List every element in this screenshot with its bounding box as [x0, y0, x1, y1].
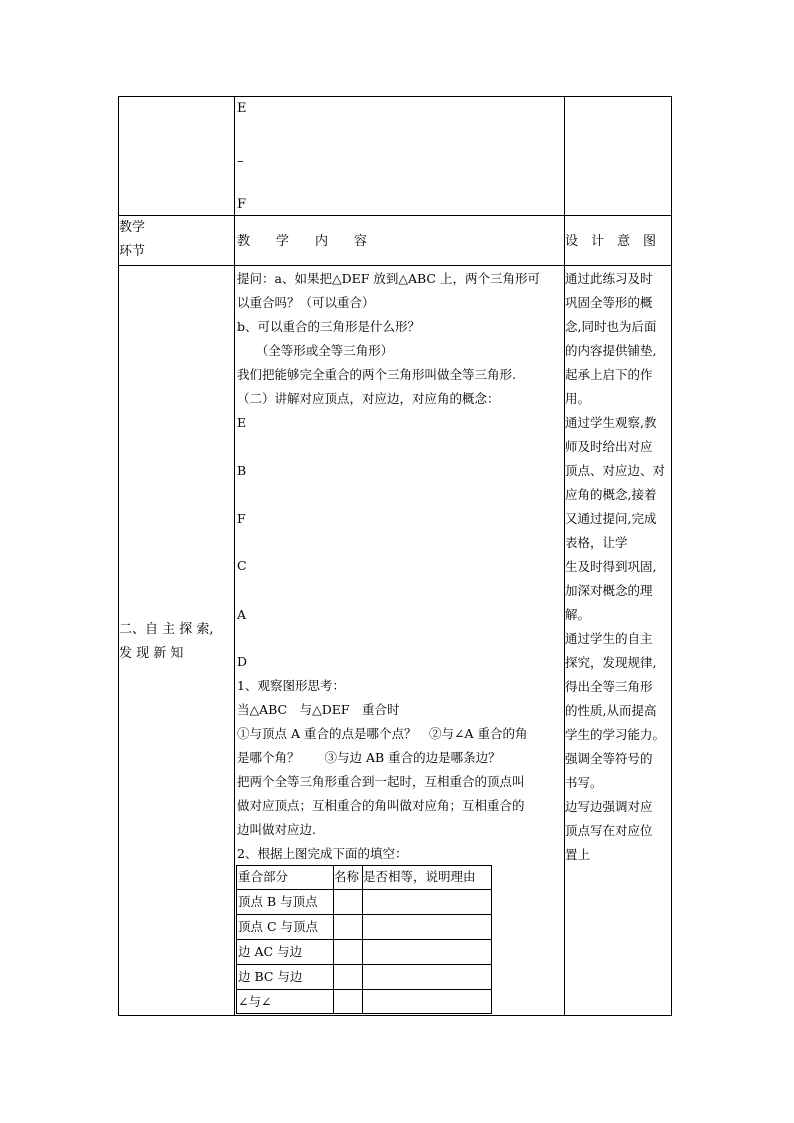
figure-label-b: B	[237, 463, 247, 478]
intent-line: 表格，让学	[565, 535, 628, 550]
intent-line: 师及时给出对应	[565, 439, 653, 454]
fill-table-header-reason: 是否相等，说明理由	[363, 869, 476, 884]
intent-line: 起承上启下的作	[565, 367, 653, 382]
content-line: 把两个全等三角形重合到一起时，互相重合的顶点叫	[237, 774, 525, 789]
fill-table-row-label: 边 AC 与边	[238, 944, 303, 959]
intent-line: 边写边强调对应	[565, 799, 653, 814]
fill-table-header-name: 名称	[334, 869, 360, 884]
fill-table-vline	[491, 865, 492, 1014]
row-divider-2	[118, 265, 672, 266]
content-line: 2、根据上图完成下面的填空：	[237, 846, 408, 861]
content-line: 边叫做对应边.	[237, 822, 316, 837]
intent-line: 通过此练习及时	[565, 271, 653, 286]
top-letter-f: F	[237, 197, 247, 212]
fill-table-header-part: 重合部分	[238, 869, 289, 884]
intent-line: 解。	[565, 607, 591, 622]
intent-line: 学生的学习能力。	[565, 727, 666, 742]
content-line: 以重合吗？（可以重合）	[237, 295, 375, 310]
content-line: 提问：a、如果把△DEF 放到△ABC 上，两个三角形可	[237, 271, 540, 286]
header-intent-title: 设 计 意 图	[565, 234, 657, 249]
intent-line: 加深对概念的理	[565, 583, 653, 598]
intent-line: 的性质,从而提高	[565, 703, 657, 718]
content-line: ①与顶点 A 重合的点是哪个点？ ②与∠A 重合的角	[237, 726, 528, 741]
intent-line: 顶点写在对应位	[565, 823, 653, 838]
top-letter-dash: –	[237, 154, 244, 169]
fill-table-row-label: 边 BC 与边	[238, 969, 303, 984]
fill-table-vline	[236, 865, 237, 1014]
header-content-title: 教 学 内 容	[237, 234, 368, 249]
intent-line: 探究，发现规律,	[565, 655, 657, 670]
column-divider-1	[234, 96, 235, 1016]
stage-label-line1: 二、自 主 探 索,	[119, 622, 214, 637]
intent-line: 顶点、对应边、对	[565, 463, 666, 478]
intent-line: 巩固全等形的概	[565, 295, 653, 310]
row-divider-1	[118, 215, 672, 216]
outer-right-border	[671, 96, 672, 1016]
intent-line: 又通过提问,完成	[565, 511, 657, 526]
content-line: （全等形或全等三角形）	[237, 343, 394, 358]
header-stage-line2: 环节	[119, 244, 146, 259]
fill-table-row-label: ∠与∠	[238, 994, 272, 1009]
content-line: 是哪个角？ ③与边 AB 重合的边是哪条边？	[237, 750, 501, 765]
intent-line: 生及时得到巩固,	[565, 559, 657, 574]
fill-table-row-label: 顶点 B 与顶点	[238, 894, 318, 909]
content-line: 我们把能够完全重合的两个三角形叫做全等三角形.	[237, 367, 516, 382]
content-line: 1、观察图形思考：	[237, 678, 345, 693]
content-line: b、可以重合的三角形是什么形？	[237, 319, 421, 334]
figure-label-c: C	[237, 558, 247, 573]
content-line: 当△ABC 与△DEF 重合时	[237, 702, 400, 717]
intent-line: 通过学生观察,教	[565, 415, 657, 430]
outer-bottom-border	[118, 1015, 672, 1016]
intent-line: 用。	[565, 391, 591, 406]
intent-line: 应角的概念,接着	[565, 487, 657, 502]
intent-line: 得出全等三角形	[565, 679, 653, 694]
outer-top-border	[118, 96, 672, 97]
figure-label-f: F	[237, 511, 246, 526]
intent-line: 通过学生的自主	[565, 631, 653, 646]
stage-label-line2: 发 现 新 知	[119, 646, 184, 661]
header-stage-line1: 教学	[119, 220, 146, 235]
fill-table-hline	[236, 989, 492, 990]
figure-label-d: D	[237, 654, 248, 669]
figure-label-e: E	[237, 415, 247, 430]
intent-line: 的内容提供铺垫,	[565, 343, 657, 358]
content-line: （二）讲解对应顶点，对应边，对应角的概念：	[237, 391, 500, 406]
intent-line: 书写。	[565, 775, 603, 790]
figure-label-a: A	[237, 607, 247, 622]
fill-table-row-label: 顶点 C 与顶点	[238, 919, 319, 934]
intent-line: 念,同时也为后面	[565, 319, 657, 334]
content-line: 做对应顶点；互相重合的角叫做对应角；互相重合的	[237, 798, 525, 813]
intent-line: 强调全等符号的	[565, 751, 653, 766]
intent-line: 置上	[565, 847, 591, 862]
fill-table-hline	[236, 1013, 492, 1014]
top-letter-e: E	[237, 101, 247, 116]
